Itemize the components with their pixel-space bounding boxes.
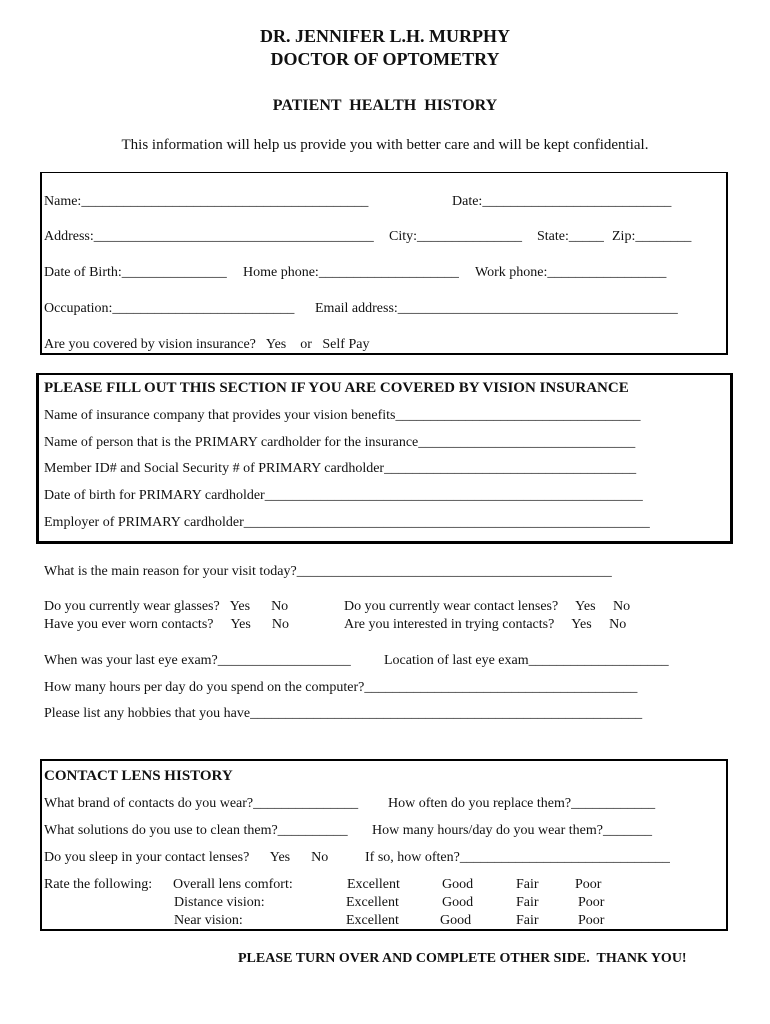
- wear-hours-field[interactable]: How many hours/day do you wear them?_______: [372, 823, 652, 838]
- rating-option-good[interactable]: Good: [440, 913, 472, 928]
- zip-field[interactable]: Zip:________: [612, 229, 692, 244]
- employer-field[interactable]: Employer of PRIMARY cardholder__________________________________________________________: [44, 515, 650, 530]
- rating-label: Distance vision:: [174, 895, 265, 910]
- doctor-title: DOCTOR OF OPTOMETRY: [270, 49, 500, 69]
- city-field[interactable]: City:_______________: [389, 229, 523, 244]
- occupation-field[interactable]: Occupation:__________________________: [44, 301, 295, 316]
- rating-option-excellent[interactable]: Excellent: [346, 913, 399, 928]
- primary-cardholder-field[interactable]: Name of person that is the PRIMARY cardholder for the insurance_______________________________: [44, 435, 636, 450]
- cleaning-solution-field[interactable]: What solutions do you use to clean them?__________: [44, 823, 348, 838]
- last-exam-field[interactable]: When was your last eye exam?___________________: [44, 653, 351, 668]
- visit-reason-field[interactable]: What is the main reason for your visit today?_____________________________________________: [44, 564, 612, 579]
- sleep-frequency-field[interactable]: If so, how often?______________________________: [365, 850, 670, 865]
- rating-option-excellent[interactable]: Excellent: [346, 895, 399, 910]
- rating-label: Overall lens comfort:: [173, 877, 293, 892]
- rating-option-excellent[interactable]: Excellent: [347, 877, 400, 892]
- doctor-name: DR. JENNIFER L.H. MURPHY: [260, 26, 510, 46]
- insurance-question[interactable]: Are you covered by vision insurance? Yes or Self Pay: [44, 337, 370, 352]
- rating-option-poor[interactable]: Poor: [575, 877, 602, 892]
- insurance-company-field[interactable]: Name of insurance company that provides your vision benefits___________________________________: [44, 408, 641, 423]
- rating-option-fair[interactable]: Fair: [516, 895, 539, 910]
- computer-hours-field[interactable]: How many hours per day do you spend on the computer?_______________________________________: [44, 680, 638, 695]
- worn-contacts-question[interactable]: Have you ever worn contacts? Yes No: [44, 617, 289, 632]
- rating-option-poor[interactable]: Poor: [578, 913, 605, 928]
- email-field[interactable]: Email address:________________________________________: [315, 301, 678, 316]
- address-field[interactable]: Address:________________________________________: [44, 229, 374, 244]
- replace-frequency-field[interactable]: How often do you replace them?____________: [388, 796, 656, 811]
- contact-brand-field[interactable]: What brand of contacts do you wear?_______________: [44, 796, 359, 811]
- glasses-question[interactable]: Do you currently wear glasses? Yes No: [44, 599, 289, 614]
- sleep-question[interactable]: Do you sleep in your contact lenses? Yes No: [44, 850, 329, 865]
- rating-label: Near vision:: [174, 913, 243, 928]
- contact-lenses-question[interactable]: Do you currently wear contact lenses? Yes No: [344, 599, 631, 614]
- member-id-field[interactable]: Member ID# and Social Security # of PRIMARY cardholder____________________________________: [44, 461, 637, 476]
- date-field[interactable]: Date:___________________________: [452, 194, 672, 209]
- work-phone-field[interactable]: Work phone:_________________: [475, 265, 667, 280]
- form-title: PATIENT HEALTH HISTORY: [272, 97, 498, 114]
- hobbies-field[interactable]: Please list any hobbies that you have________________________________________________________: [44, 706, 643, 721]
- dob-field[interactable]: Date of Birth:_______________: [44, 265, 227, 280]
- footer-note: PLEASE TURN OVER AND COMPLETE OTHER SIDE. THANK YOU!: [238, 951, 687, 966]
- name-field[interactable]: Name:_________________________________________: [44, 194, 369, 209]
- rating-option-fair[interactable]: Fair: [516, 877, 539, 892]
- primary-dob-field[interactable]: Date of birth for PRIMARY cardholder______________________________________________________: [44, 488, 643, 503]
- contact-lens-heading: CONTACT LENS HISTORY: [44, 768, 233, 784]
- rating-option-poor[interactable]: Poor: [578, 895, 605, 910]
- exam-location-field[interactable]: Location of last eye exam____________________: [384, 653, 669, 668]
- state-field[interactable]: State:_____: [537, 229, 604, 244]
- trying-contacts-question[interactable]: Are you interested in trying contacts? Yes No: [344, 617, 627, 632]
- intro-text: This information will help us provide you with better care and will be kept confidential.: [121, 137, 649, 153]
- rating-option-good[interactable]: Good: [442, 895, 474, 910]
- rate-label: Rate the following:: [44, 877, 153, 892]
- rating-option-good[interactable]: Good: [442, 877, 474, 892]
- rating-option-fair[interactable]: Fair: [516, 913, 539, 928]
- home-phone-field[interactable]: Home phone:____________________: [243, 265, 459, 280]
- insurance-heading: PLEASE FILL OUT THIS SECTION IF YOU ARE COVERED BY VISION INSURANCE: [44, 380, 629, 396]
